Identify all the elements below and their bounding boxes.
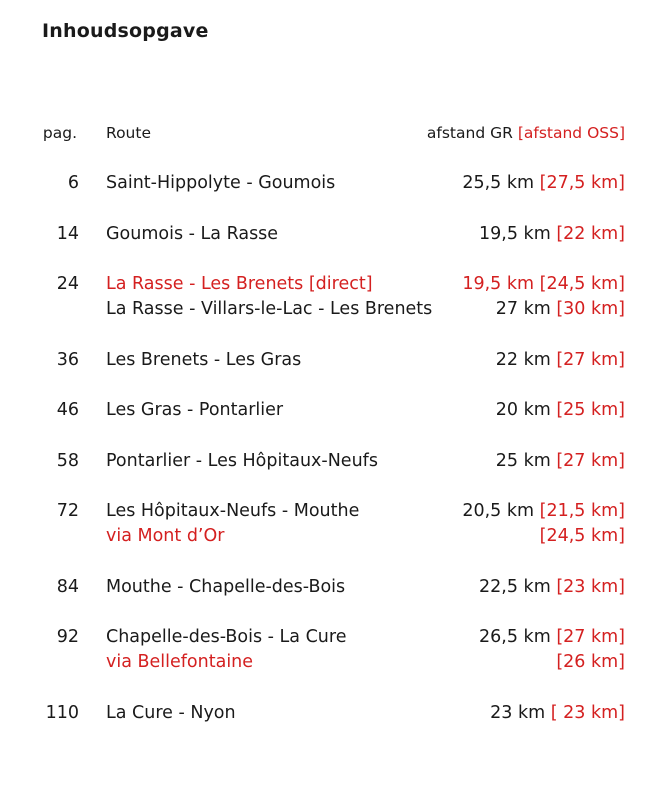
- distance-gr-header: afstand GR: [426, 124, 513, 142]
- entry-page-number: 6: [67, 173, 79, 193]
- toc-entry-alt-line: [0, 299, 658, 325]
- entry-distance: [496, 350, 625, 370]
- distance-oss: [21,5 km]: [539, 501, 625, 521]
- distance-oss: [27 km]: [556, 627, 625, 647]
- toc-entry: [0, 224, 658, 250]
- distance-gr: 25 km: [495, 451, 551, 471]
- entry-page-number: 58: [56, 451, 79, 471]
- toc-entry: [0, 703, 658, 729]
- entry-route: Les Gras - Pontarlier: [106, 400, 284, 420]
- entry-distance: [479, 627, 625, 647]
- distance-gr: 20 km: [495, 400, 551, 420]
- entry-route: Goumois - La Rasse: [106, 224, 279, 244]
- toc-entry: [0, 400, 658, 426]
- distance-column-header: [427, 124, 625, 142]
- entry-distance: [462, 274, 625, 294]
- distance-gr: 23 km: [490, 703, 546, 723]
- page-column-header: pag.: [42, 124, 77, 142]
- entry-distance: [556, 652, 625, 672]
- distance-oss: [26 km]: [556, 652, 625, 672]
- distance-gr: 22,5 km: [479, 577, 551, 597]
- entry-distance: [540, 526, 625, 546]
- distance-oss: [27 km]: [556, 350, 625, 370]
- distance-gr: 22 km: [495, 350, 551, 370]
- entry-page-number: 24: [56, 274, 79, 294]
- entry-route: Chapelle-des-Bois - La Cure: [106, 627, 347, 647]
- toc-entry: [0, 451, 658, 477]
- toc-entry: [0, 274, 658, 300]
- distance-oss: [24,5 km]: [539, 526, 625, 546]
- entry-route-variant: via Bellefontaine: [106, 652, 254, 672]
- entry-route: Mouthe - Chapelle-des-Bois: [106, 577, 346, 597]
- distance-gr: 20,5 km: [462, 501, 535, 521]
- page-title: Inhoudsopgave: [42, 20, 209, 42]
- entry-distance: [462, 501, 625, 521]
- entry-route: La Rasse - Villars-le-Lac - Les Brenets: [106, 299, 433, 319]
- entry-page-number: 92: [56, 627, 79, 647]
- column-headers: [0, 124, 658, 150]
- entry-route: La Rasse - Les Brenets [direct]: [106, 274, 373, 294]
- distance-gr: 26,5 km: [479, 627, 551, 647]
- toc-entry-alt-line: [0, 526, 658, 552]
- entry-route: La Cure - Nyon: [106, 703, 236, 723]
- entry-page-number: 84: [56, 577, 79, 597]
- distance-gr: 19,5 km: [462, 274, 535, 294]
- entry-route: Pontarlier - Les Hôpitaux-Neufs: [106, 451, 378, 471]
- distance-oss: [22 km]: [556, 224, 625, 244]
- toc-entry: [0, 173, 658, 199]
- entry-distance: [479, 224, 625, 244]
- distance-oss: [27,5 km]: [539, 173, 625, 193]
- toc-entry: [0, 350, 658, 376]
- entry-page-number: 14: [56, 224, 79, 244]
- entry-distance: [462, 173, 625, 193]
- distance-oss: [ 23 km]: [550, 703, 625, 723]
- entry-page-number: 46: [56, 400, 79, 420]
- route-column-header: Route: [106, 124, 151, 142]
- entry-distance: [496, 400, 625, 420]
- toc-entry: [0, 577, 658, 603]
- distance-gr: 25,5 km: [462, 173, 535, 193]
- distance-gr: 19,5 km: [479, 224, 551, 244]
- entry-route: Les Brenets - Les Gras: [106, 350, 302, 370]
- distance-oss-header: [afstand OSS]: [517, 124, 625, 142]
- entry-route: Saint-Hippolyte - Goumois: [106, 173, 336, 193]
- entry-page-number: 110: [45, 703, 79, 723]
- distance-oss: [30 km]: [556, 299, 625, 319]
- entry-page-number: 36: [56, 350, 79, 370]
- toc-entry-alt-line: [0, 652, 658, 678]
- toc-entry: [0, 627, 658, 653]
- entry-route: Les Hôpitaux-Neufs - Mouthe: [106, 501, 360, 521]
- entry-distance: [479, 577, 625, 597]
- distance-oss: [23 km]: [556, 577, 625, 597]
- entry-route-variant: via Mont d’Or: [106, 526, 225, 546]
- entry-distance: [490, 703, 625, 723]
- distance-oss: [27 km]: [556, 451, 625, 471]
- entry-distance: [496, 299, 625, 319]
- distance-gr: 27 km: [495, 299, 551, 319]
- entry-page-number: 72: [56, 501, 79, 521]
- toc-entry: [0, 501, 658, 527]
- distance-oss: [24,5 km]: [539, 274, 625, 294]
- distance-oss: [25 km]: [556, 400, 625, 420]
- entry-distance: [496, 451, 625, 471]
